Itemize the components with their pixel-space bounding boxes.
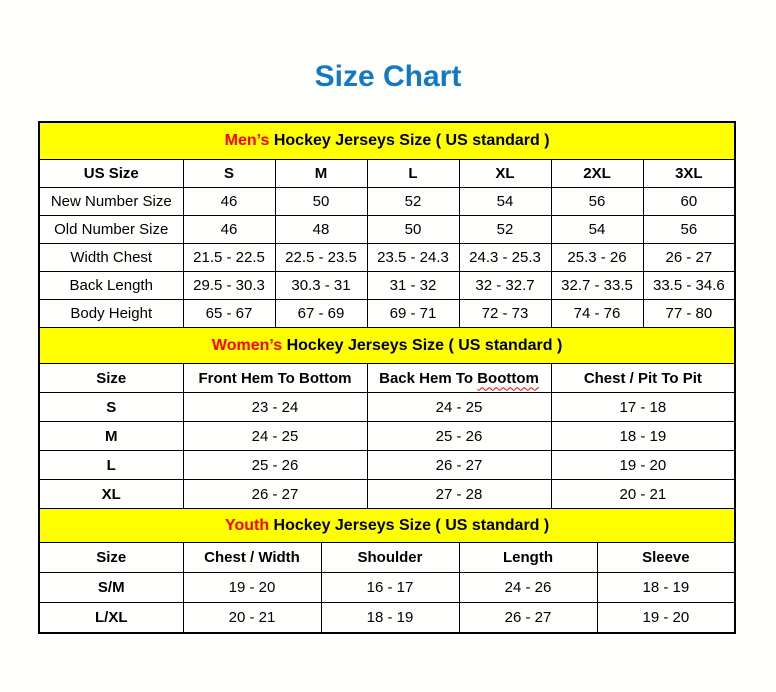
table-row — [39, 272, 735, 300]
size-value: 72 - 73 — [459, 300, 551, 328]
size-value: 56 — [551, 188, 643, 216]
mens-col-header-s: S — [183, 160, 275, 188]
size-value: 22.5 - 23.5 — [275, 244, 367, 272]
size-value: 65 - 67 — [183, 300, 275, 328]
size-value: 48 — [275, 216, 367, 244]
size-value: 18 - 19 — [597, 573, 735, 603]
row-label: Back Length — [39, 272, 183, 300]
mens-col-header-3xl: 3XL — [643, 160, 735, 188]
size-value: 18 - 19 — [551, 422, 735, 451]
row-label: S — [39, 393, 183, 422]
size-value: 46 — [183, 216, 275, 244]
youth-col-header-chest-width: Chest / Width — [183, 543, 321, 573]
row-label: S/M — [39, 573, 183, 603]
youth-col-header-shoulder: Shoulder — [321, 543, 459, 573]
mens-col-header-l: L — [367, 160, 459, 188]
back-hem-prefix: Back Hem To — [379, 369, 478, 387]
row-label: L/XL — [39, 603, 183, 633]
size-value: 23 - 24 — [183, 393, 367, 422]
size-value: 74 - 76 — [551, 300, 643, 328]
womens-col-header-back-hem — [367, 364, 551, 393]
row-label: M — [39, 422, 183, 451]
table-row — [39, 188, 735, 216]
mens-section-band — [39, 122, 735, 160]
womens-col-header-chest: Chest / Pit To Pit — [551, 364, 735, 393]
youth-col-header-length: Length — [459, 543, 597, 573]
mens-section-name: Men’s — [224, 131, 270, 149]
mens-section-band-text: Hockey Jerseys Size ( US standard ) — [269, 131, 550, 149]
size-value: 60 — [643, 188, 735, 216]
table-row — [39, 244, 735, 272]
size-value: 25 - 26 — [367, 422, 551, 451]
row-label: L — [39, 451, 183, 480]
size-value: 19 - 20 — [597, 603, 735, 633]
womens-section-band-text: Hockey Jerseys Size ( US standard ) — [282, 336, 563, 354]
size-value: 50 — [275, 188, 367, 216]
table-row — [39, 603, 735, 633]
size-value: 67 - 69 — [275, 300, 367, 328]
row-label: Old Number Size — [39, 216, 183, 244]
size-value: 77 - 80 — [643, 300, 735, 328]
table-row — [39, 300, 735, 328]
table-row — [39, 216, 735, 244]
mens-band-row — [39, 122, 735, 160]
youth-section-name: Youth — [224, 516, 270, 534]
mens-col-header-us-size: US Size — [39, 160, 183, 188]
size-value: 30.3 - 31 — [275, 272, 367, 300]
size-value: 26 - 27 — [643, 244, 735, 272]
size-value: 50 — [367, 216, 459, 244]
size-value: 16 - 17 — [321, 573, 459, 603]
size-value: 21.5 - 22.5 — [183, 244, 275, 272]
size-value: 24.3 - 25.3 — [459, 244, 551, 272]
size-value: 26 - 27 — [183, 480, 367, 509]
size-value: 26 - 27 — [367, 451, 551, 480]
youth-band-row — [39, 509, 735, 543]
size-value: 23.5 - 24.3 — [367, 244, 459, 272]
row-label: Width Chest — [39, 244, 183, 272]
youth-section-band-text: Hockey Jerseys Size ( US standard ) — [269, 516, 550, 534]
size-value: 33.5 - 34.6 — [643, 272, 735, 300]
row-label: XL — [39, 480, 183, 509]
womens-header-row — [39, 364, 735, 393]
size-value: 29.5 - 30.3 — [183, 272, 275, 300]
size-value: 24 - 26 — [459, 573, 597, 603]
mens-col-header-2xl: 2XL — [551, 160, 643, 188]
table-row — [39, 573, 735, 603]
size-value: 32 - 32.7 — [459, 272, 551, 300]
mens-header-row — [39, 160, 735, 188]
size-value: 25 - 26 — [183, 451, 367, 480]
size-value: 56 — [643, 216, 735, 244]
page-title: Size Chart — [314, 60, 462, 93]
youth-header-row — [39, 543, 735, 573]
womens-section — [39, 328, 735, 509]
womens-col-header-size: Size — [39, 364, 183, 393]
size-value: 20 - 21 — [551, 480, 735, 509]
size-value: 32.7 - 33.5 — [551, 272, 643, 300]
table-row — [39, 480, 735, 509]
size-chart-table — [38, 121, 736, 634]
size-value: 52 — [459, 216, 551, 244]
size-value: 17 - 18 — [551, 393, 735, 422]
womens-band-row — [39, 328, 735, 364]
size-value: 25.3 - 26 — [551, 244, 643, 272]
mens-col-header-xl: XL — [459, 160, 551, 188]
table-row — [39, 451, 735, 480]
youth-section-band — [39, 509, 735, 543]
size-value: 31 - 32 — [367, 272, 459, 300]
size-value: 19 - 20 — [551, 451, 735, 480]
row-label: New Number Size — [39, 188, 183, 216]
size-value: 24 - 25 — [367, 393, 551, 422]
size-value: 52 — [367, 188, 459, 216]
size-value: 27 - 28 — [367, 480, 551, 509]
size-value: 26 - 27 — [459, 603, 597, 633]
youth-col-header-sleeve: Sleeve — [597, 543, 735, 573]
mens-col-header-m: M — [275, 160, 367, 188]
size-value: 54 — [551, 216, 643, 244]
youth-col-header-size: Size — [39, 543, 183, 573]
womens-section-band — [39, 328, 735, 364]
back-hem-misspelled-word: Boottom — [477, 369, 539, 387]
mens-section — [39, 122, 735, 328]
size-value: 46 — [183, 188, 275, 216]
size-value: 69 - 71 — [367, 300, 459, 328]
womens-section-name: Women’s — [211, 336, 283, 354]
womens-col-header-front-hem: Front Hem To Bottom — [183, 364, 367, 393]
size-value: 54 — [459, 188, 551, 216]
size-value: 20 - 21 — [183, 603, 321, 633]
table-row — [39, 393, 735, 422]
table-row — [39, 422, 735, 451]
row-label: Body Height — [39, 300, 183, 328]
size-value: 18 - 19 — [321, 603, 459, 633]
youth-section — [39, 509, 735, 633]
size-value: 19 - 20 — [183, 573, 321, 603]
size-value: 24 - 25 — [183, 422, 367, 451]
